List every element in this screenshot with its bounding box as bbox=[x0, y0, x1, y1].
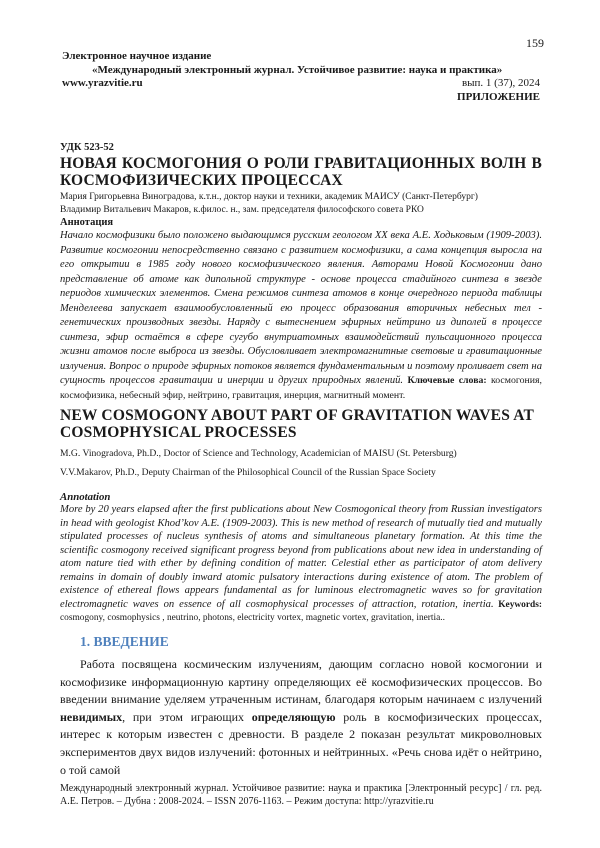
authors-ru bbox=[60, 191, 542, 217]
intro-bold-2: определяющую bbox=[251, 709, 336, 724]
keywords-en-first: cosmogony, bbox=[60, 613, 105, 623]
header-site-link[interactable]: www.yrazvitie.ru bbox=[62, 77, 143, 89]
section-title: 1. ВВЕДЕНИЕ bbox=[80, 634, 169, 649]
annotation-en-heading: Annotation bbox=[60, 491, 111, 503]
header-edition: Электронное научное издание bbox=[62, 50, 212, 62]
annotation-en bbox=[60, 503, 542, 625]
article-body bbox=[60, 142, 542, 625]
page-number: 159 bbox=[526, 36, 544, 50]
author-en-1: M.G. Vinogradova, Ph.D., Doctor of Science and Technology, Academician of MAISU (St. Petersburg) bbox=[60, 448, 457, 459]
author-en-2: V.V.Makarov, Ph.D., Deputy Chairman of the Philosophical Council of the Russian Space Society bbox=[60, 467, 436, 478]
footer-citation: Международный электронный журнал. Устойчивое развитие: наука и практика [Электронный ресурс] / гл. ред. А.Е. Петров. – Дубна : 2008-2024. – ISSN 2076-1163. – Режим доступа: http://yrazvitie.ru bbox=[60, 783, 542, 807]
title-ru: НОВАЯ КОСМОГОНИЯ О РОЛИ ГРАВИТАЦИОННЫХ ВОЛН В КОСМОФИЗИЧЕСКИХ ПРОЦЕССАХ bbox=[60, 155, 542, 189]
annotation-ru-heading: Аннотация bbox=[60, 217, 114, 228]
annotation-ru-text: Начало космофизики было положено выдающимся русским геологом XX века А.Е. Ходьковым (1909-2003). Развитие космогонии непосредственно связано с развитием космофизики, а сама концепция выросла на его открытии в 1985 году нового космофизического явления. Авторами Новой Космогонии дано представление об атоме как дипольной структуре - основе процесса стадийного синтеза в звезде периодов химических элементов. Смена режимов синтеза атомов в конце очередного периода таблицы Менделеева запускает взаимообусловленный ею процесс образования вторичных небесных тел - генетических производных звезды. Наряду с вытеснением эфирных нейтрино из диполей в процессе синтеза, эфир остаётся в сфере сугубо внутриатомных взаимодействий пульсационного процесса жизни атомов после выброса из звезды. Обусловливает электромагнитные световые и гравитационные излучения. Вопрос о природе эфирных потоков является фундаментальным и поэтому проливает свет на сущность процессов гравитации и инерции и других природных явлений. bbox=[60, 230, 542, 386]
intro-paragraph bbox=[60, 656, 542, 779]
annotation-en-text: More by 20 years elapsed after the first publications about New Cosmogonical theory from Russian investigators in head with geologist Khod’kov A.E. (1909-2003). This is new method of research of mutually tied and mutually stipulated processes of nucleus synthesis of atoms and simultaneous planetary formation. At this time the scientific cosmogony received significant progress beyond from publications about new idea in understanding of atom nature tied with ether by defining condition of matter. Celestial ether as participator of atom delivery remains in domain of doubly inward atomic pulsatory interactions during existence of atom. The problem of existence of ethereal flows appears fundamental as for luminous electromagnetic waves so for gravitation electromagnetic waves on essence of all cosmophysical processes of attraction, rotation, inertia. bbox=[60, 504, 542, 610]
keywords-en-label: Keywords: bbox=[498, 599, 542, 610]
keywords-en: cosmophysics , neutrino, photons, electricity vortex, magnetic vortex, gravitation, inertia.. bbox=[107, 613, 445, 623]
title-en: NEW COSMOGONY ABOUT PART OF GRAVITATION WAVES AT COSMOPHYSICAL PROCESSES bbox=[60, 407, 534, 441]
intro-bold-1: невидимых bbox=[60, 709, 123, 724]
keywords-ru: космогония, космофизика, небесный эфир, нейтрино, гравитация, инерция, магнитный момент. bbox=[60, 375, 542, 401]
udk-code: УДК 523-52 bbox=[60, 142, 114, 153]
intro-text-3: роль в космофизических процессах, интерес к которым известен с древности. В разделе 2 показан результат микроволновых экспериментов двух видов излучений: фотонных и нейтринных. «Речь снова идёт о нейтрино, о той самой bbox=[60, 709, 542, 777]
header-issue: вып. 1 (37), 2024 bbox=[461, 77, 540, 89]
intro-text-1: Работа посвящена космическим излучениям, дающим согласно новой космогонии и космофизике информационную картину определяющих её космофизических процессов. Во введении внимание уделяем утраченным истинам, благодаря которым начинаем с излучений bbox=[60, 657, 542, 707]
author-ru-1: Мария Григорьевна Виноградова, к.т.н., доктор науки и техники, академик МАИСУ (Санкт-Петербург) bbox=[60, 192, 478, 202]
journal-header bbox=[62, 50, 540, 104]
author-ru-2: Владимир Витальевич Макаров, к.филос. н., зам. председателя философского совета РКО bbox=[60, 205, 424, 215]
intro-text-2: , при этом играющих bbox=[122, 709, 252, 724]
annotation-ru bbox=[60, 229, 542, 403]
header-appendix: ПРИЛОЖЕНИЕ bbox=[457, 90, 540, 103]
keywords-ru-label: Ключевые слова: bbox=[407, 375, 487, 386]
header-site-row bbox=[62, 77, 540, 91]
header-journal-name: «Международный электронный журнал. Устойчивое развитие: наука и практика» bbox=[92, 63, 503, 76]
